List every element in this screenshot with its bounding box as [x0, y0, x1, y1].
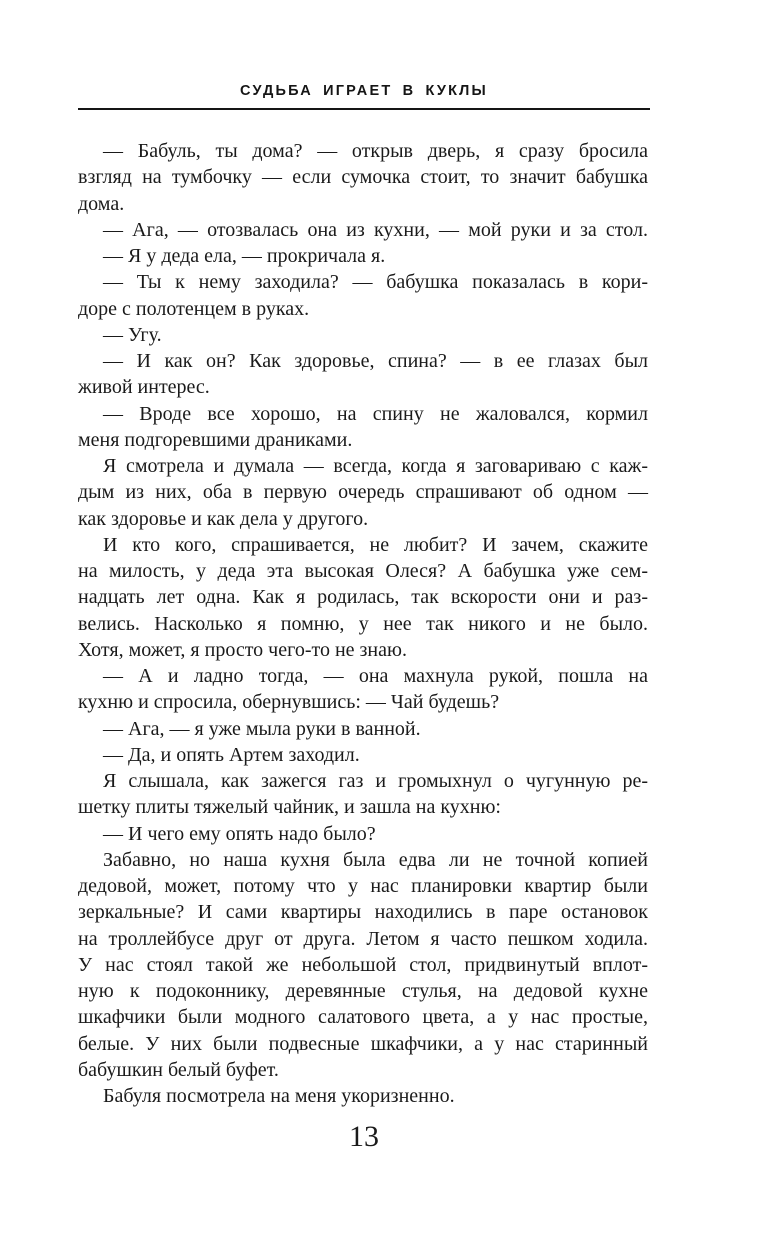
text-line: Я смотрела и думала — всегда, когда я заговариваю с каж- [103, 455, 648, 477]
running-header [78, 83, 650, 99]
text-line: Забавно, но наша кухня была едва ли не точной копией [103, 848, 648, 871]
text-line: дедовой, может, потому что у нас планировки квартир были [78, 875, 648, 897]
text-line: зеркальные? И сами квартиры находились в паре остановок [78, 901, 648, 924]
text-line: — Угу. [103, 323, 162, 346]
paragraph [78, 716, 648, 742]
paragraph [78, 821, 648, 847]
text-line: живой интерес. [78, 376, 210, 399]
text-line: дым из них, оба в первую очередь спрашивают об одном — [78, 481, 648, 504]
paragraph [78, 742, 648, 768]
text-line: взгляд на тумбочку — если сумочка стоит, то значит бабушка [78, 166, 648, 189]
text-line: Бабуля посмотрела на меня укоризненно. [103, 1085, 455, 1107]
text-line: — Бабуль, ты дома? — открыв дверь, я сразу бросила [103, 140, 648, 162]
paragraph [78, 532, 648, 663]
text-line: как здоровье и как дела у другого. [78, 507, 369, 530]
text-line: шетку плиты тяжелый чайник, и зашла на кухню: [78, 796, 501, 819]
text-line: Я слышала, как зажегся газ и громыхнул о чугунную ре- [103, 770, 648, 792]
text-line: на милость, у деда эта высокая Олеся? А бабушка уже сем- [78, 560, 648, 582]
text-line: — Ага, — отозвалась она из кухни, — мой руки и за стол. [103, 218, 648, 241]
text-line: ную к подоконнику, деревянные стулья, на дедовой кухне [78, 980, 648, 1002]
text-line: — И чего ему опять надо было? [103, 822, 376, 845]
paragraph [78, 348, 648, 401]
paragraph [78, 322, 648, 348]
paragraph [78, 138, 648, 217]
paragraph [78, 217, 648, 243]
text-line: кухню и спросила, обернувшись: — Чай будешь? [78, 691, 500, 714]
text-line: шкафчики были модного салатового цвета, а у нас простые, [78, 1006, 648, 1029]
paragraph [78, 663, 648, 716]
text-line: — Да, и опять Артем заходил. [103, 743, 360, 766]
text-line: дома. [78, 192, 125, 215]
text-line: — Ты к нему заходила? — бабушка показалась в кори- [103, 271, 648, 294]
text-line: на троллейбусе друг от друга. Летом я часто пешком ходила. [78, 927, 648, 950]
paragraph [78, 243, 648, 269]
text-line: меня подгоревшими драниками. [78, 428, 353, 451]
text-line: — Ага, — я уже мыла руки в ванной. [103, 717, 421, 740]
text-line: И кто кого, спрашивается, не любит? И зачем, скажите [103, 533, 648, 556]
text-line: белые. У них были подвесные шкафчики, а у нас старинный [78, 1032, 648, 1055]
paragraph [78, 269, 648, 322]
running-header-title: СУДЬБА ИГРАЕТ В КУКЛЫ [240, 83, 488, 99]
text-line: бабушкин белый буфет. [78, 1058, 279, 1081]
header-rule [78, 108, 650, 110]
text-line: надцать лет одна. Как я родилась, так вскорости они и раз- [78, 586, 648, 609]
page-number: 13 [349, 1120, 379, 1153]
page-text [78, 138, 648, 1109]
paragraph [78, 1083, 648, 1109]
text-line: доре с полотенцем в руках. [78, 297, 310, 320]
paragraph [78, 768, 648, 821]
text-line: — И как он? Как здоровье, спина? — в ее глазах был [103, 350, 648, 372]
paragraph [78, 401, 648, 454]
paragraph [78, 453, 648, 532]
paragraph [78, 847, 648, 1083]
text-line: велись. Насколько я помню, у нее так никого и не было. [78, 612, 648, 635]
text-line: — А и ладно тогда, — она махнула рукой, пошла на [103, 665, 648, 687]
text-line: У нас стоял такой же небольшой стол, придвинутый вплот- [78, 953, 648, 976]
text-line: Хотя, может, я просто чего-то не знаю. [78, 638, 407, 661]
text-line: — Вроде все хорошо, на спину не жаловался, кормил [103, 402, 648, 425]
text-line: — Я у деда ела, — прокричала я. [103, 245, 386, 267]
